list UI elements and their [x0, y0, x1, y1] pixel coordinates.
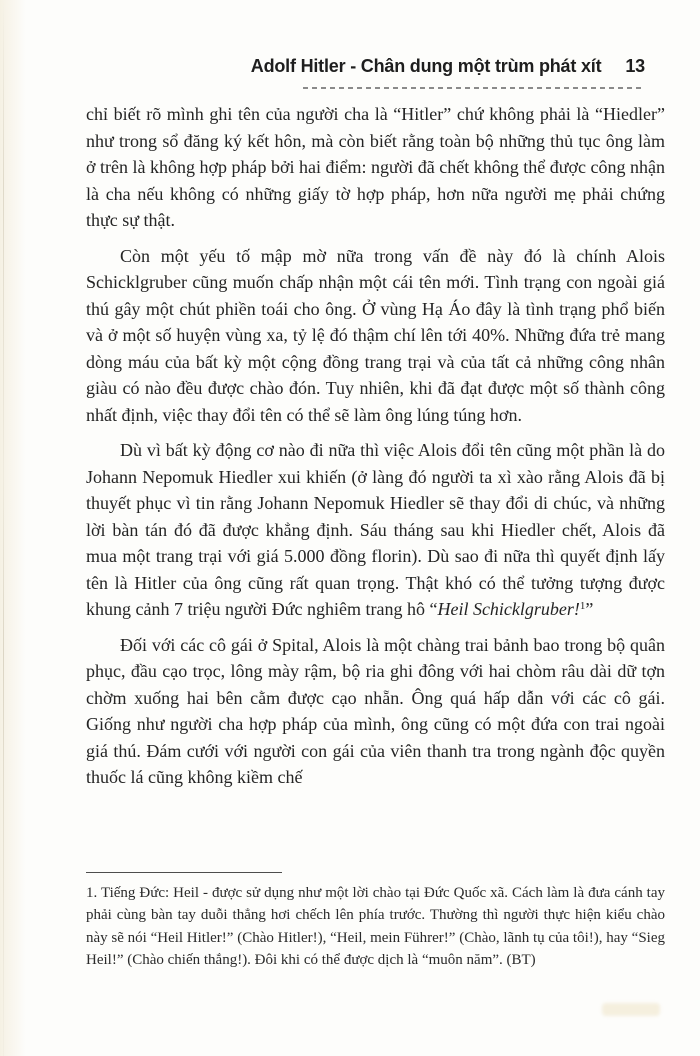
paragraph-text: ” — [585, 599, 594, 619]
footnote-text: 1. Tiếng Đức: Heil - được sử dụng như một lời chào tại Đức Quốc xã. Cách làm là đưa cánh tay phải cùng bàn tay duỗi thẳng hơi chếch lên phía trước. Thường thì người thực hiện kiểu chào này sẽ nói “Heil Hitler!” (Chào Hitler!), “Heil, mein Führer!” (Chào, lãnh tụ của tôi!), hay “Sieg Heil!” (Chào chiến thắng!). Đôi khi có thể được dịch là “muôn năm”. (BT) — [86, 885, 665, 968]
body-text — [86, 101, 665, 863]
header-dashed-rule — [303, 87, 645, 89]
page-stain — [602, 1003, 660, 1016]
running-head — [86, 56, 645, 77]
paragraph: Đối với các cô gái ở Spital, Alois là một chàng trai bảnh bao trong bộ quân phục, đầu cạo trọc, lông mày rậm, bộ ria ghi đông với hai chòm râu dài dữ tợn chờm xuống hai bên cằm được cạo nhẵn. Ông quá hấp dẫn với các cô gái. Giống như người cha hợp pháp của mình, ông cũng có một đứa con trai ngoài giá thú. Đám cưới với người con gái của viên thanh tra trong ngành độc quyền thuốc lá cũng không kiềm chế — [86, 634, 665, 787]
page-number: 13 — [625, 56, 645, 76]
paragraph: chỉ biết rõ mình ghi tên của người cha là “Hitler” chứ không phải là “Hiedler” như trong sổ đăng ký kết hôn, mà còn biết rằng toàn bộ những thủ tục ông làm ở trên là không hợp pháp bởi hai điểm: người đã chết không thể được công nhận là cha nếu không có những giấy tờ hợp pháp, hơn nữa người mẹ phải chứng thực sự thật. — [86, 104, 665, 230]
running-head-title: Adolf Hitler - Chân dung một trùm phát xít — [250, 56, 602, 76]
paragraph: Còn một yếu tố mập mờ nữa trong vấn đề này đó là chính Alois Schicklgruber cũng muốn chấp nhận một cái tên mới. Tình trạng con ngoài giá thú gây một chút phiền toái cho ông. Ở vùng Hạ Áo đây là tình trạng phổ biến và ở một số huyện vùng xa, tỷ lệ đó thậm chí lên tới 40%. Những đứa trẻ mang dòng máu của bất kỳ một cộng đồng trang trại và của tất cả những công nhân giàu có nào đều được chào đón. Tuy nhiên, khi đã đạt được một số thành công nhất định, việc thay đổi tên có thể sẽ làm ông lúng túng hơn. — [86, 245, 665, 425]
page-edge-crease — [3, 0, 4, 1056]
italic-phrase: Heil Schicklgruber! — [437, 599, 580, 619]
paragraph-text: Dù vì bất kỳ động cơ nào đi nữa thì việc Alois đổi tên cũng một phần là do Johann Nepomuk Hiedler xui khiến (ở làng đó người ta xì xào rằng Alois đã bị thuyết phục vì tin rằng Johann Nepomuk Hiedler sẽ thay đổi di chúc, và những lời bàn tán đó đã được khẳng định. Sáu tháng sau khi Hiedler chết, Alois đã mua một trang trại với giá 5.000 đồng florin). Dù sao đi nữa thì quyết định lấy tên là Hitler của ông cũng rất quan trọng. Thật khó có thể tưởng tượng được khung cảnh 7 triệu người Đức nghiêm trang hô “ — [86, 440, 665, 619]
footnote-rule — [86, 872, 282, 873]
paragraph — [86, 437, 665, 623]
footnote-block — [86, 872, 665, 971]
footnote-reference: 1 — [579, 600, 586, 612]
